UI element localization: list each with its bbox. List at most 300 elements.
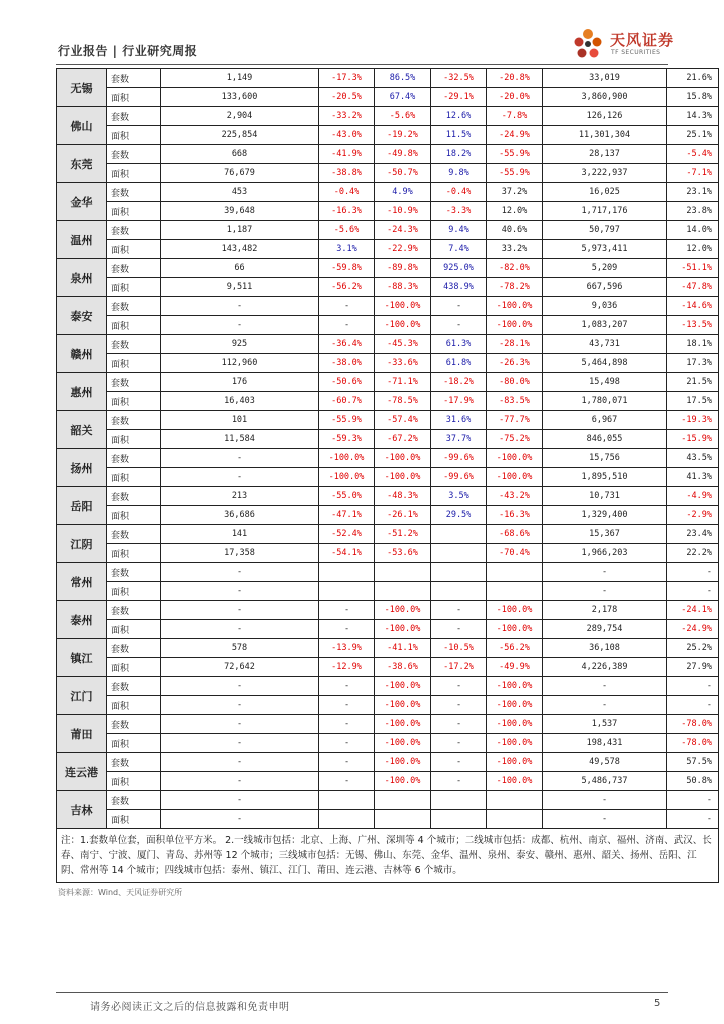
table-row [57, 696, 719, 715]
metric-label: 面积 [107, 696, 161, 715]
footer-divider [56, 992, 668, 993]
change-rate: -100.0% [375, 316, 431, 335]
data-source: 资料来源：Wind、天风证券研究所 [58, 888, 183, 897]
change-rate: -100.0% [487, 677, 543, 696]
cumulative-yoy: - [667, 582, 719, 601]
change-rate: -3.3% [431, 202, 487, 221]
metric-label: 面积 [107, 658, 161, 677]
change-rate [375, 810, 431, 829]
change-rate: - [431, 677, 487, 696]
change-rate: -78.5% [375, 392, 431, 411]
change-rate: -20.8% [487, 69, 543, 88]
table-row [57, 449, 719, 468]
change-rate: -55.9% [487, 145, 543, 164]
weekly-value: - [161, 582, 319, 601]
cumulative-yoy: -13.5% [667, 316, 719, 335]
cumulative-yoy: -2.9% [667, 506, 719, 525]
change-rate: - [431, 734, 487, 753]
cumulative-value: 1,780,071 [543, 392, 667, 411]
metric-label: 套数 [107, 601, 161, 620]
cumulative-yoy: 18.1% [667, 335, 719, 354]
metric-label: 面积 [107, 316, 161, 335]
change-rate: -100.0% [375, 297, 431, 316]
city-name: 镇江 [57, 639, 107, 677]
weekly-value: 176 [161, 373, 319, 392]
change-rate: - [319, 696, 375, 715]
change-rate: - [319, 316, 375, 335]
change-rate [319, 563, 375, 582]
weekly-value: 578 [161, 639, 319, 658]
weekly-value: 112,960 [161, 354, 319, 373]
change-rate: 7.4% [431, 240, 487, 259]
table-row [57, 734, 719, 753]
metric-label: 套数 [107, 259, 161, 278]
cumulative-yoy: 17.5% [667, 392, 719, 411]
cumulative-value: 198,431 [543, 734, 667, 753]
change-rate: -100.0% [487, 297, 543, 316]
metric-label: 套数 [107, 715, 161, 734]
cumulative-value: 50,797 [543, 221, 667, 240]
cumulative-yoy: 23.4% [667, 525, 719, 544]
city-name: 东莞 [57, 145, 107, 183]
cumulative-value: 1,329,400 [543, 506, 667, 525]
weekly-value: 72,642 [161, 658, 319, 677]
cumulative-value: 5,209 [543, 259, 667, 278]
table-row [57, 601, 719, 620]
change-rate: -68.6% [487, 525, 543, 544]
table-row [57, 202, 719, 221]
city-name: 岳阳 [57, 487, 107, 525]
weekly-value: 11,584 [161, 430, 319, 449]
change-rate: -89.8% [375, 259, 431, 278]
metric-label: 套数 [107, 69, 161, 88]
change-rate: -0.4% [319, 183, 375, 202]
table-row [57, 392, 719, 411]
change-rate [487, 791, 543, 810]
change-rate: -100.0% [375, 601, 431, 620]
change-rate: -29.1% [431, 88, 487, 107]
cumulative-yoy: 14.0% [667, 221, 719, 240]
weekly-value: 225,854 [161, 126, 319, 145]
change-rate: - [431, 297, 487, 316]
change-rate: - [431, 601, 487, 620]
metric-label: 套数 [107, 449, 161, 468]
metric-label: 套数 [107, 563, 161, 582]
weekly-value: 101 [161, 411, 319, 430]
cumulative-yoy: - [667, 810, 719, 829]
change-rate [487, 582, 543, 601]
table-row [57, 487, 719, 506]
change-rate: -49.8% [375, 145, 431, 164]
change-rate: -32.5% [431, 69, 487, 88]
change-rate: 18.2% [431, 145, 487, 164]
change-rate: 9.8% [431, 164, 487, 183]
weekly-value: - [161, 620, 319, 639]
city-name: 莆田 [57, 715, 107, 753]
table-row [57, 278, 719, 297]
table-row [57, 772, 719, 791]
change-rate: -83.5% [487, 392, 543, 411]
cumulative-yoy: -4.9% [667, 487, 719, 506]
table-row [57, 658, 719, 677]
metric-label: 面积 [107, 430, 161, 449]
weekly-value: - [161, 677, 319, 696]
metric-label: 面积 [107, 468, 161, 487]
city-name: 吉林 [57, 791, 107, 829]
change-rate: 11.5% [431, 126, 487, 145]
metric-label: 面积 [107, 240, 161, 259]
change-rate: -55.9% [487, 164, 543, 183]
table-row [57, 620, 719, 639]
change-rate: -70.4% [487, 544, 543, 563]
change-rate: -78.2% [487, 278, 543, 297]
change-rate: -100.0% [375, 677, 431, 696]
change-rate: 9.4% [431, 221, 487, 240]
change-rate: -33.6% [375, 354, 431, 373]
city-name: 泰州 [57, 601, 107, 639]
cumulative-yoy: -78.0% [667, 734, 719, 753]
table-row [57, 240, 719, 259]
cumulative-value: - [543, 677, 667, 696]
change-rate [431, 810, 487, 829]
cumulative-yoy: 21.5% [667, 373, 719, 392]
change-rate: -100.0% [487, 696, 543, 715]
change-rate: -10.9% [375, 202, 431, 221]
table-row [57, 677, 719, 696]
weekly-value: 9,511 [161, 278, 319, 297]
table-note: 注：1.套数单位套，面积单位平方米。 2.一线城市包括：北京、上海、广州、深圳等 4 个城市；二线城市包括：成都、杭州、南京、福州、济南、武汉、长春、南宁、宁波、厦门、青岛、苏州等 12 个城市；三线城市包括：无锡、佛山、东莞、金华、温州、泉州、泰安、赣州、惠州、韶关、扬州、岳阳、江阴、常州等 14 个城市；四线城市包括：泰州、镇江、江门、莆田、连云港、吉林等 6 个城市。 [57, 829, 719, 883]
metric-label: 套数 [107, 145, 161, 164]
metric-label: 面积 [107, 278, 161, 297]
change-rate: -100.0% [375, 715, 431, 734]
weekly-value: 925 [161, 335, 319, 354]
cumulative-yoy: -14.6% [667, 297, 719, 316]
change-rate: -100.0% [487, 449, 543, 468]
table-row [57, 259, 719, 278]
cumulative-yoy: -7.1% [667, 164, 719, 183]
cumulative-yoy: -51.1% [667, 259, 719, 278]
weekly-value: - [161, 696, 319, 715]
change-rate: -100.0% [375, 772, 431, 791]
change-rate: -52.4% [319, 525, 375, 544]
metric-label: 套数 [107, 221, 161, 240]
cumulative-value: 11,301,304 [543, 126, 667, 145]
change-rate: 3.1% [319, 240, 375, 259]
change-rate: -36.4% [319, 335, 375, 354]
weekly-value: 2,904 [161, 107, 319, 126]
change-rate: -17.3% [319, 69, 375, 88]
cumulative-yoy: 43.5% [667, 449, 719, 468]
metric-label: 面积 [107, 506, 161, 525]
change-rate: - [319, 753, 375, 772]
metric-label: 面积 [107, 354, 161, 373]
table-row [57, 221, 719, 240]
cumulative-yoy: 23.1% [667, 183, 719, 202]
change-rate: -59.3% [319, 430, 375, 449]
weekly-value: 39,648 [161, 202, 319, 221]
change-rate: 12.6% [431, 107, 487, 126]
cumulative-value: 1,717,176 [543, 202, 667, 221]
cumulative-value: - [543, 563, 667, 582]
weekly-value: 143,482 [161, 240, 319, 259]
weekly-value: - [161, 715, 319, 734]
cumulative-value: 10,731 [543, 487, 667, 506]
change-rate: -41.9% [319, 145, 375, 164]
metric-label: 套数 [107, 487, 161, 506]
change-rate: -82.0% [487, 259, 543, 278]
table-row [57, 810, 719, 829]
weekly-value: 213 [161, 487, 319, 506]
disclaimer-text: 请务必阅读正文之后的信息披露和免责申明 [90, 1002, 290, 1013]
table-row [57, 753, 719, 772]
metric-label: 套数 [107, 411, 161, 430]
change-rate: -50.6% [319, 373, 375, 392]
cumulative-value: 36,108 [543, 639, 667, 658]
weekly-value: 141 [161, 525, 319, 544]
weekly-value: 76,679 [161, 164, 319, 183]
change-rate: -45.3% [375, 335, 431, 354]
change-rate [431, 582, 487, 601]
change-rate: -88.3% [375, 278, 431, 297]
cumulative-value: 1,895,510 [543, 468, 667, 487]
metric-label: 面积 [107, 734, 161, 753]
logo-subtext: TF SECURITIES [611, 49, 661, 56]
cumulative-yoy: 15.8% [667, 88, 719, 107]
change-rate: -100.0% [375, 734, 431, 753]
change-rate: -16.3% [319, 202, 375, 221]
change-rate: -100.0% [375, 468, 431, 487]
cumulative-value: - [543, 696, 667, 715]
cumulative-value: 4,226,389 [543, 658, 667, 677]
change-rate [487, 810, 543, 829]
header-divider [56, 64, 668, 65]
metric-label: 面积 [107, 126, 161, 145]
cumulative-value: 28,137 [543, 145, 667, 164]
cumulative-yoy: -15.9% [667, 430, 719, 449]
metric-label: 面积 [107, 544, 161, 563]
metric-label: 套数 [107, 791, 161, 810]
weekly-value: - [161, 468, 319, 487]
weekly-value: 36,686 [161, 506, 319, 525]
metric-label: 面积 [107, 392, 161, 411]
change-rate: - [431, 715, 487, 734]
cumulative-value: 5,486,737 [543, 772, 667, 791]
cumulative-value: 15,756 [543, 449, 667, 468]
city-name: 常州 [57, 563, 107, 601]
table-row [57, 88, 719, 107]
cumulative-yoy: - [667, 563, 719, 582]
table-row [57, 411, 719, 430]
table-row [57, 373, 719, 392]
cumulative-yoy: 12.0% [667, 240, 719, 259]
change-rate: -38.6% [375, 658, 431, 677]
city-name: 泰安 [57, 297, 107, 335]
city-name: 赣州 [57, 335, 107, 373]
change-rate: -100.0% [375, 753, 431, 772]
table-row [57, 354, 719, 373]
metric-label: 套数 [107, 107, 161, 126]
change-rate: -100.0% [375, 449, 431, 468]
change-rate: -59.8% [319, 259, 375, 278]
table-row [57, 639, 719, 658]
metric-label: 面积 [107, 772, 161, 791]
change-rate: -16.3% [487, 506, 543, 525]
change-rate: -24.9% [487, 126, 543, 145]
change-rate: - [319, 601, 375, 620]
change-rate: -17.9% [431, 392, 487, 411]
change-rate: -41.1% [375, 639, 431, 658]
city-name: 无锡 [57, 69, 107, 107]
city-name: 泉州 [57, 259, 107, 297]
metric-label: 套数 [107, 183, 161, 202]
change-rate: -10.5% [431, 639, 487, 658]
change-rate: -100.0% [487, 468, 543, 487]
weekly-value: 668 [161, 145, 319, 164]
weekly-value: 66 [161, 259, 319, 278]
cumulative-value: 9,036 [543, 297, 667, 316]
weekly-value: - [161, 734, 319, 753]
metric-label: 面积 [107, 582, 161, 601]
cumulative-yoy: - [667, 677, 719, 696]
cumulative-value: 43,731 [543, 335, 667, 354]
change-rate [431, 525, 487, 544]
change-rate [319, 810, 375, 829]
tf-securities-logo [570, 26, 680, 62]
weekly-value: 133,600 [161, 88, 319, 107]
table-row [57, 126, 719, 145]
change-rate: -100.0% [375, 620, 431, 639]
change-rate: -77.7% [487, 411, 543, 430]
change-rate: 40.6% [487, 221, 543, 240]
change-rate: - [431, 620, 487, 639]
table-row [57, 164, 719, 183]
table-row [57, 544, 719, 563]
change-rate: -7.8% [487, 107, 543, 126]
change-rate [375, 791, 431, 810]
change-rate: -100.0% [319, 449, 375, 468]
cumulative-yoy: - [667, 696, 719, 715]
change-rate: -53.6% [375, 544, 431, 563]
weekly-value: - [161, 772, 319, 791]
change-rate: -49.9% [487, 658, 543, 677]
change-rate: -100.0% [487, 715, 543, 734]
change-rate [431, 791, 487, 810]
change-rate: -67.2% [375, 430, 431, 449]
change-rate: -100.0% [319, 468, 375, 487]
city-name: 江门 [57, 677, 107, 715]
change-rate: -5.6% [319, 221, 375, 240]
change-rate: - [319, 772, 375, 791]
cumulative-value: 5,464,898 [543, 354, 667, 373]
cumulative-value: 3,222,937 [543, 164, 667, 183]
city-name: 连云港 [57, 753, 107, 791]
cumulative-yoy: 21.6% [667, 69, 719, 88]
table-row [57, 145, 719, 164]
cumulative-value: - [543, 791, 667, 810]
weekly-value: - [161, 601, 319, 620]
change-rate: - [319, 715, 375, 734]
change-rate: -0.4% [431, 183, 487, 202]
cumulative-value: - [543, 582, 667, 601]
change-rate: 61.8% [431, 354, 487, 373]
change-rate: - [319, 620, 375, 639]
change-rate: - [319, 734, 375, 753]
change-rate: -47.1% [319, 506, 375, 525]
change-rate: - [431, 696, 487, 715]
change-rate: -20.5% [319, 88, 375, 107]
metric-label: 套数 [107, 639, 161, 658]
change-rate: 438.9% [431, 278, 487, 297]
cumulative-value: 2,178 [543, 601, 667, 620]
cumulative-yoy: 25.1% [667, 126, 719, 145]
change-rate: -100.0% [375, 696, 431, 715]
table-row [57, 107, 719, 126]
change-rate: -26.3% [487, 354, 543, 373]
cumulative-yoy: 23.8% [667, 202, 719, 221]
weekly-value: 453 [161, 183, 319, 202]
change-rate [319, 582, 375, 601]
change-rate: -38.0% [319, 354, 375, 373]
change-rate: -100.0% [487, 316, 543, 335]
weekly-value: 1,149 [161, 69, 319, 88]
change-rate: -57.4% [375, 411, 431, 430]
cumulative-value: 126,126 [543, 107, 667, 126]
change-rate [375, 582, 431, 601]
weekly-value: - [161, 316, 319, 335]
metric-label: 套数 [107, 525, 161, 544]
metric-label: 面积 [107, 202, 161, 221]
change-rate: -100.0% [487, 753, 543, 772]
metric-label: 面积 [107, 164, 161, 183]
cumulative-yoy: 17.3% [667, 354, 719, 373]
change-rate: 12.0% [487, 202, 543, 221]
change-rate: -100.0% [487, 601, 543, 620]
change-rate: 86.5% [375, 69, 431, 88]
change-rate: -5.6% [375, 107, 431, 126]
cumulative-value: 16,025 [543, 183, 667, 202]
cumulative-value: 1,537 [543, 715, 667, 734]
cumulative-value: 1,966,203 [543, 544, 667, 563]
change-rate: 61.3% [431, 335, 487, 354]
table-row [57, 525, 719, 544]
change-rate: 33.2% [487, 240, 543, 259]
change-rate [487, 563, 543, 582]
cumulative-yoy: -24.9% [667, 620, 719, 639]
weekly-value: - [161, 563, 319, 582]
change-rate: 37.7% [431, 430, 487, 449]
table-row [57, 297, 719, 316]
city-name: 佛山 [57, 107, 107, 145]
metric-label: 套数 [107, 297, 161, 316]
cumulative-yoy: 57.5% [667, 753, 719, 772]
city-name: 江阴 [57, 525, 107, 563]
cumulative-yoy: 14.3% [667, 107, 719, 126]
change-rate: - [431, 772, 487, 791]
change-rate: -24.3% [375, 221, 431, 240]
cumulative-yoy: -19.3% [667, 411, 719, 430]
metric-label: 面积 [107, 88, 161, 107]
weekly-value: 17,358 [161, 544, 319, 563]
change-rate: -18.2% [431, 373, 487, 392]
change-rate: -19.2% [375, 126, 431, 145]
change-rate: -33.2% [319, 107, 375, 126]
change-rate [431, 544, 487, 563]
change-rate: -100.0% [487, 772, 543, 791]
change-rate: -28.1% [487, 335, 543, 354]
page-number: 5 [654, 998, 661, 1009]
cumulative-yoy: -78.0% [667, 715, 719, 734]
change-rate: -100.0% [487, 734, 543, 753]
